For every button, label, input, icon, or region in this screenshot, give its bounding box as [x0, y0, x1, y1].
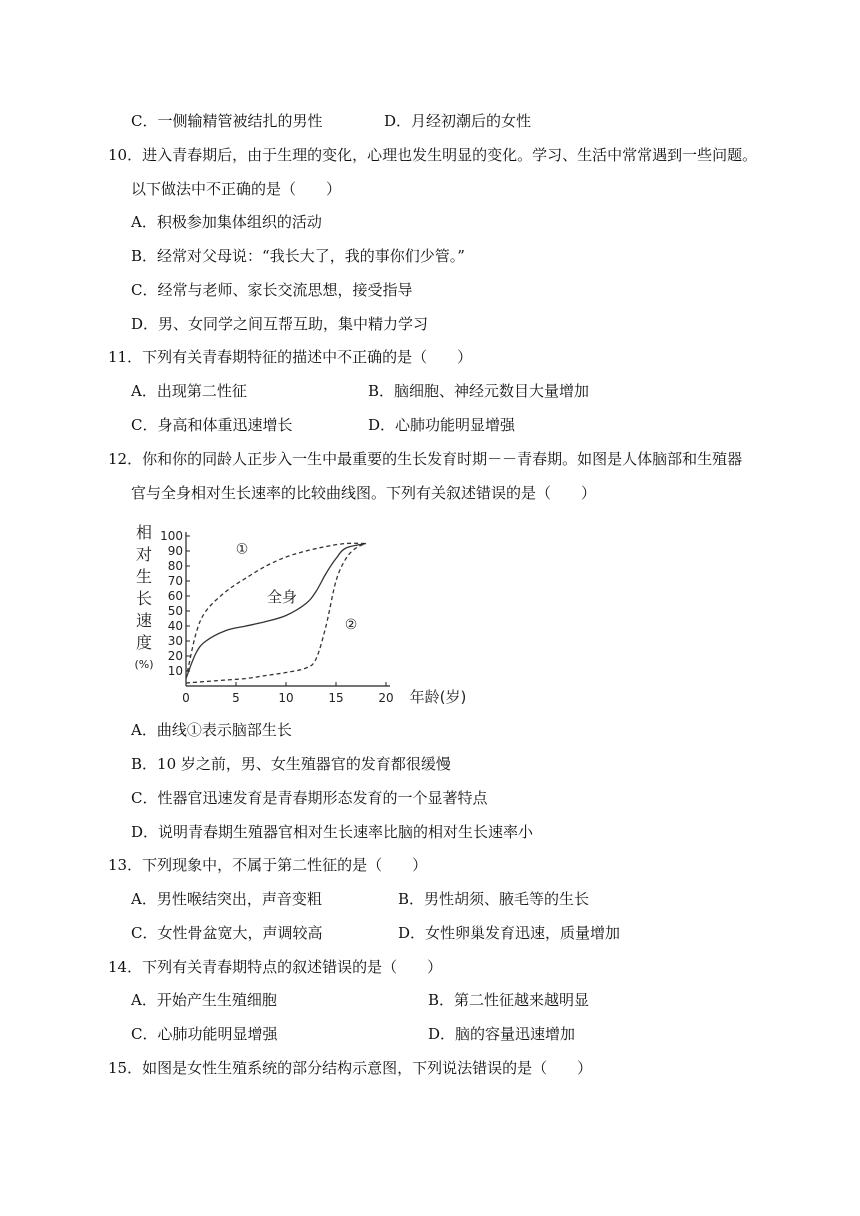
- y-axis-label-unit: (%): [134, 658, 154, 671]
- q14-stem: 14．下列有关青春期特点的叙述错误的是（ ）: [108, 958, 443, 976]
- q12-option-a: A．曲线①表示脑部生长: [131, 721, 292, 739]
- curve-1-annotation: ①: [235, 541, 249, 558]
- q14-option-a: A．开始产生生殖细胞: [131, 991, 277, 1009]
- q13-stem: 13．下列现象中，不属于第二性征的是（ ）: [108, 856, 428, 874]
- q10-stem-line1: 10．进入青春期后，由于生理的变化，心理也发生明显的变化。学习、生活中常常遇到一些问题。: [108, 146, 758, 164]
- y-tick-label: 10: [167, 664, 183, 678]
- curve-2-line: [186, 541, 366, 684]
- y-tick-label: 100: [160, 529, 183, 543]
- q13-option-b: B．男性胡须、腋毛等的生长: [398, 890, 590, 908]
- y-axis-label-char: 度: [135, 633, 153, 652]
- y-axis-label-char: 相: [135, 523, 153, 542]
- x-tick-label: 20: [378, 691, 394, 705]
- q12-stem-line1: 12．你和你的同龄人正步入一生中最重要的生长发育时期－－青春期。如图是人体脑部和生殖器: [108, 450, 743, 468]
- q9-option-c: C．一侧输精管被结扎的男性: [131, 112, 323, 130]
- q12-option-c: C．性器官迅速发育是青春期形态发育的一个显著特点: [131, 789, 488, 807]
- y-tick-label: 30: [167, 634, 183, 648]
- growth-rate-chart: [128, 516, 488, 712]
- q13-option-c: C．女性骨盆宽大，声调较高: [131, 924, 323, 942]
- q12-stem-line2: 官与全身相对生长速率的比较曲线图。下列有关叙述错误的是（ ）: [131, 484, 597, 502]
- q12-option-d: D．说明青春期生殖器官相对生长速率比脑的相对生长速率小: [131, 823, 534, 841]
- q14-option-d: D．脑的容量迅速增加: [428, 1025, 576, 1043]
- y-tick-label: 80: [167, 559, 183, 573]
- whole-body-line: [186, 541, 366, 679]
- y-tick-label: 20: [167, 649, 183, 663]
- y-tick-label: 60: [167, 589, 183, 603]
- y-axis-label-char: 生: [135, 567, 153, 586]
- y-axis-label-char: 长: [135, 589, 153, 608]
- x-axis-label: 年龄(岁): [409, 688, 467, 706]
- y-tick-label: 40: [167, 619, 183, 633]
- q10-option-b: B．经常对父母说：“我长大了，我的事你们少管。”: [131, 247, 465, 265]
- whole-body-annotation: 全身: [266, 588, 298, 606]
- q13-option-a: A．男性喉结突出，声音变粗: [131, 890, 322, 908]
- q13-option-d: D．女性卵巢发育迅速，质量增加: [398, 924, 621, 942]
- y-tick-label: 70: [167, 574, 183, 588]
- q15-stem: 15．如图是女性生殖系统的部分结构示意图，下列说法错误的是（ ）: [108, 1059, 593, 1077]
- y-tick-label: 90: [167, 544, 183, 558]
- y-axis-label-char: 对: [135, 545, 153, 564]
- q11-option-d: D．心肺功能明显增强: [368, 416, 516, 434]
- q9-option-d: D．月经初潮后的女性: [384, 112, 532, 130]
- q10-stem-line2: 以下做法中不正确的是（ ）: [131, 180, 342, 198]
- curve-2-annotation: ②: [344, 617, 358, 633]
- q14-option-b: B．第二性征越来越明显: [428, 991, 590, 1009]
- q12-option-b: B．10 岁之前，男、女生殖器官的发育都很缓慢: [131, 755, 451, 773]
- x-tick-label: 0: [182, 691, 190, 705]
- q11-option-b: B．脑细胞、神经元数目大量增加: [368, 382, 590, 400]
- x-tick-label: 15: [328, 691, 344, 705]
- q10-option-d: D．男、女同学之间互帮互助，集中精力学习: [131, 315, 429, 333]
- q10-option-a: A．积极参加集体组织的活动: [131, 213, 322, 231]
- x-tick-label: 10: [278, 691, 294, 705]
- q11-option-a: A．出现第二性征: [131, 382, 247, 400]
- y-tick-label: 50: [167, 604, 183, 618]
- q11-option-c: C．身高和体重迅速增长: [131, 416, 293, 434]
- q10-option-c: C．经常与老师、家长交流思想，接受指导: [131, 281, 413, 299]
- q14-option-c: C．心肺功能明显增强: [131, 1025, 278, 1043]
- y-axis-label-char: 速: [135, 611, 153, 630]
- q11-stem: 11．下列有关青春期特征的描述中不正确的是（ ）: [108, 348, 473, 366]
- curve-1-line: [186, 543, 366, 678]
- x-tick-label: 5: [232, 691, 240, 705]
